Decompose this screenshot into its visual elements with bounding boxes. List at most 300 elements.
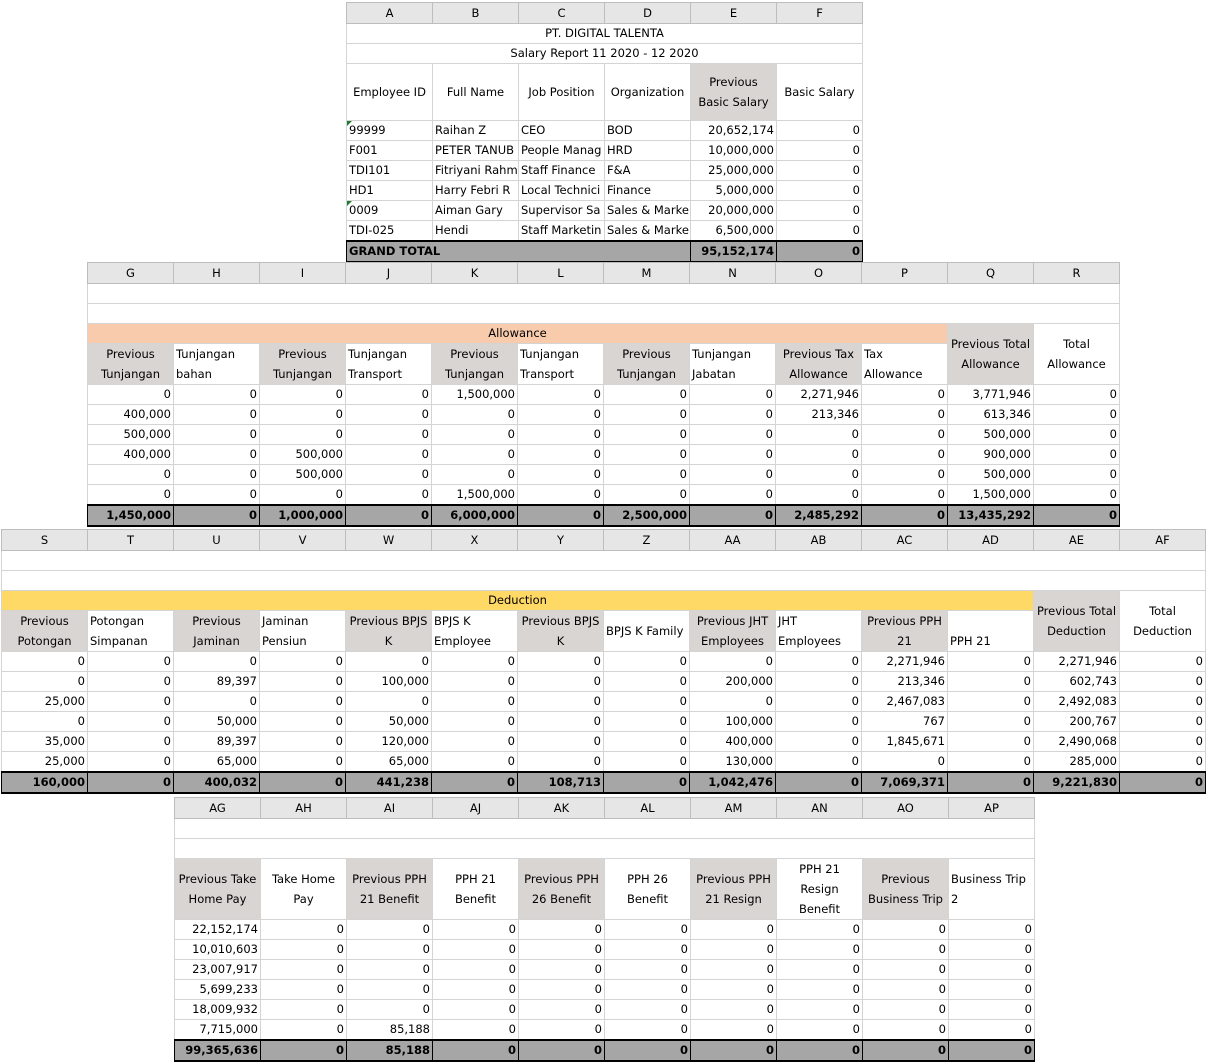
table-cell[interactable]: 1,500,000: [432, 385, 518, 405]
total-cell[interactable]: 0: [88, 772, 174, 793]
total-cell[interactable]: 1,042,476: [690, 772, 776, 793]
table-cell[interactable]: 0: [605, 1020, 691, 1041]
table-cell[interactable]: 0: [519, 940, 605, 960]
table-cell[interactable]: BOD: [605, 121, 691, 141]
total-cell[interactable]: 0: [948, 772, 1034, 793]
column-label[interactable]: Previous PPH 21 Benefit: [347, 859, 433, 920]
table-cell[interactable]: 3,771,946: [948, 385, 1034, 405]
table-cell[interactable]: 0: [88, 465, 174, 485]
table-cell[interactable]: 0: [777, 1020, 863, 1041]
table-cell[interactable]: 0: [949, 960, 1035, 980]
table-cell[interactable]: 0: [518, 652, 604, 672]
total-cell[interactable]: 7,069,371: [862, 772, 948, 793]
table-cell[interactable]: 0: [346, 485, 432, 506]
column-header[interactable]: AK: [519, 798, 605, 819]
table-cell[interactable]: 120,000: [346, 732, 432, 752]
table-cell[interactable]: F001: [347, 141, 433, 161]
table-cell[interactable]: 6,500,000: [691, 221, 777, 242]
table-cell[interactable]: 35,000: [2, 732, 88, 752]
table-cell[interactable]: 0: [690, 385, 776, 405]
column-header[interactable]: S: [2, 530, 88, 551]
table-cell[interactable]: 0: [433, 940, 519, 960]
column-label[interactable]: Previous PPH 26 Benefit: [519, 859, 605, 920]
column-header[interactable]: AH: [261, 798, 347, 819]
table-cell[interactable]: 0: [776, 672, 862, 692]
column-label[interactable]: Business Trip 2: [949, 859, 1035, 920]
column-header[interactable]: AE: [1034, 530, 1120, 551]
total-cell[interactable]: 2,500,000: [604, 505, 690, 526]
table-cell[interactable]: 0: [260, 712, 346, 732]
column-header[interactable]: AA: [690, 530, 776, 551]
column-header[interactable]: M: [604, 263, 690, 284]
table-cell[interactable]: 0: [948, 672, 1034, 692]
total-cell[interactable]: 0: [776, 772, 862, 793]
column-header[interactable]: G: [88, 263, 174, 284]
column-header[interactable]: N: [690, 263, 776, 284]
table-cell[interactable]: 2,490,068: [1034, 732, 1120, 752]
table-cell[interactable]: 0: [88, 732, 174, 752]
table-cell[interactable]: Hendi: [433, 221, 519, 242]
table-cell[interactable]: 0: [347, 1000, 433, 1020]
total-cell[interactable]: 0: [518, 505, 604, 526]
total-cell[interactable]: 1,450,000: [88, 505, 174, 526]
table-cell[interactable]: Staff Finance: [519, 161, 605, 181]
table-cell[interactable]: 0: [776, 732, 862, 752]
table-cell[interactable]: 0: [691, 1020, 777, 1041]
total-cell[interactable]: 0: [346, 505, 432, 526]
table-cell[interactable]: 5,000,000: [691, 181, 777, 201]
table-cell[interactable]: 2,467,083: [862, 692, 948, 712]
header-organization[interactable]: Organization: [605, 64, 691, 121]
table-cell[interactable]: 0: [260, 385, 346, 405]
header-job-position[interactable]: Job Position: [519, 64, 605, 121]
table-cell[interactable]: 0: [174, 692, 260, 712]
column-header[interactable]: F: [777, 3, 863, 24]
table-cell[interactable]: 0: [519, 920, 605, 940]
table-cell[interactable]: 0: [604, 672, 690, 692]
table-cell[interactable]: 0: [1120, 752, 1206, 773]
table-cell[interactable]: 0: [948, 652, 1034, 672]
column-header[interactable]: AN: [777, 798, 863, 819]
table-cell[interactable]: 0: [432, 652, 518, 672]
total-cell[interactable]: 108,713: [518, 772, 604, 793]
table-cell[interactable]: 0: [862, 485, 948, 506]
report-title-cell[interactable]: Salary Report 11 2020 - 12 2020: [347, 44, 863, 64]
table-cell[interactable]: 0: [261, 1000, 347, 1020]
table-cell[interactable]: 0: [518, 425, 604, 445]
total-cell[interactable]: 0: [690, 505, 776, 526]
table-cell[interactable]: 0: [863, 920, 949, 940]
table-cell[interactable]: 0: [1120, 692, 1206, 712]
column-header[interactable]: P: [862, 263, 948, 284]
total-cell[interactable]: 0: [862, 505, 948, 526]
table-cell[interactable]: 25,000,000: [691, 161, 777, 181]
table-cell[interactable]: 0: [776, 425, 862, 445]
table-cell[interactable]: 0: [1034, 425, 1120, 445]
table-cell[interactable]: 0: [776, 445, 862, 465]
column-label[interactable]: Previous Jaminan: [174, 611, 260, 652]
table-cell[interactable]: 2,271,946: [1034, 652, 1120, 672]
column-label[interactable]: Tunjangan bahan: [174, 344, 260, 385]
table-cell[interactable]: 0: [605, 940, 691, 960]
table-cell[interactable]: PETER TANUB: [433, 141, 519, 161]
grand-total-label[interactable]: GRAND TOTAL: [347, 241, 691, 262]
table-cell[interactable]: 50,000: [174, 712, 260, 732]
column-header[interactable]: O: [776, 263, 862, 284]
table-cell[interactable]: 200,767: [1034, 712, 1120, 732]
table-cell[interactable]: 0: [948, 692, 1034, 712]
table-cell[interactable]: 0: [260, 752, 346, 773]
table-cell[interactable]: 0: [433, 920, 519, 940]
table-cell[interactable]: 0: [1034, 385, 1120, 405]
column-header[interactable]: Y: [518, 530, 604, 551]
table-cell[interactable]: 0: [776, 752, 862, 773]
column-header[interactable]: H: [174, 263, 260, 284]
table-cell[interactable]: 0: [518, 732, 604, 752]
table-cell[interactable]: 0: [604, 752, 690, 773]
table-cell[interactable]: TDI-025: [347, 221, 433, 242]
column-label[interactable]: Potongan Simpanan: [88, 611, 174, 652]
table-cell[interactable]: 285,000: [1034, 752, 1120, 773]
table-cell[interactable]: 0: [261, 1020, 347, 1041]
table-cell[interactable]: 0: [2, 712, 88, 732]
table-cell[interactable]: 0: [948, 752, 1034, 773]
table-cell[interactable]: 0: [432, 732, 518, 752]
total-cell[interactable]: 0: [432, 772, 518, 793]
column-header[interactable]: AM: [691, 798, 777, 819]
table-cell[interactable]: 0: [260, 732, 346, 752]
table-cell[interactable]: 0: [690, 485, 776, 506]
column-header[interactable]: L: [518, 263, 604, 284]
table-cell[interactable]: 0: [949, 1020, 1035, 1041]
table-cell[interactable]: 0: [1034, 485, 1120, 506]
table-cell[interactable]: 0: [174, 485, 260, 506]
column-label[interactable]: Tunjangan Jabatan: [690, 344, 776, 385]
table-cell[interactable]: 0: [604, 692, 690, 712]
table-cell[interactable]: 100,000: [346, 672, 432, 692]
table-cell[interactable]: 0: [518, 385, 604, 405]
table-cell[interactable]: 0: [432, 445, 518, 465]
table-cell[interactable]: 0: [604, 732, 690, 752]
table-cell[interactable]: 0: [88, 652, 174, 672]
table-cell[interactable]: 0: [432, 752, 518, 773]
table-cell[interactable]: 0: [777, 960, 863, 980]
column-header[interactable]: AB: [776, 530, 862, 551]
table-cell[interactable]: 0: [174, 385, 260, 405]
table-cell[interactable]: 0: [433, 980, 519, 1000]
column-label[interactable]: Previous BPJS K: [518, 611, 604, 652]
table-cell[interactable]: 0: [777, 1000, 863, 1020]
column-header[interactable]: AO: [863, 798, 949, 819]
total-cell[interactable]: 85,188: [347, 1040, 433, 1061]
column-header[interactable]: J: [346, 263, 432, 284]
table-cell[interactable]: 89,397: [174, 672, 260, 692]
table-cell[interactable]: 0: [260, 692, 346, 712]
table-cell[interactable]: 767: [862, 712, 948, 732]
column-label[interactable]: PPH 21: [948, 611, 1034, 652]
column-header[interactable]: AG: [175, 798, 261, 819]
table-cell[interactable]: 0: [261, 980, 347, 1000]
table-cell[interactable]: 0: [777, 940, 863, 960]
header-full-name[interactable]: Full Name: [433, 64, 519, 121]
table-cell[interactable]: 100,000: [690, 712, 776, 732]
table-cell[interactable]: 0: [433, 1020, 519, 1041]
table-cell[interactable]: 0: [777, 141, 863, 161]
table-cell[interactable]: Sales & Marke: [605, 221, 691, 242]
table-cell[interactable]: 400,000: [88, 405, 174, 425]
total-cell[interactable]: 9,221,830: [1034, 772, 1120, 793]
table-cell[interactable]: Aiman Gary: [433, 201, 519, 221]
table-cell[interactable]: 0: [605, 1000, 691, 1020]
column-label[interactable]: Previous Tunjangan: [432, 344, 518, 385]
table-cell[interactable]: 0: [691, 920, 777, 940]
column-label[interactable]: Tax Allowance: [862, 344, 948, 385]
column-header[interactable]: AL: [605, 798, 691, 819]
table-cell[interactable]: 0: [518, 485, 604, 506]
column-label[interactable]: Previous Business Trip: [863, 859, 949, 920]
table-cell[interactable]: 0: [863, 1020, 949, 1041]
total-cell[interactable]: 1,000,000: [260, 505, 346, 526]
table-cell[interactable]: 0: [519, 1020, 605, 1041]
table-cell[interactable]: 2,271,946: [776, 385, 862, 405]
table-cell[interactable]: 0: [261, 920, 347, 940]
table-cell[interactable]: 613,346: [948, 405, 1034, 425]
table-cell[interactable]: 85,188: [347, 1020, 433, 1041]
empty-row[interactable]: [2, 571, 1206, 591]
column-header[interactable]: AF: [1120, 530, 1206, 551]
table-cell[interactable]: 0: [1034, 465, 1120, 485]
table-cell[interactable]: 0: [691, 960, 777, 980]
table-cell[interactable]: 0: [174, 405, 260, 425]
allowance-band[interactable]: Allowance: [88, 324, 948, 344]
table-cell[interactable]: 0: [776, 465, 862, 485]
table-cell[interactable]: 0: [863, 940, 949, 960]
table-cell[interactable]: 0: [604, 445, 690, 465]
table-cell[interactable]: 0: [433, 960, 519, 980]
column-label[interactable]: BPJS K Employee: [432, 611, 518, 652]
table-cell[interactable]: 0: [948, 732, 1034, 752]
table-cell[interactable]: 500,000: [88, 425, 174, 445]
total-cell[interactable]: 0: [863, 1040, 949, 1061]
table-cell[interactable]: 500,000: [260, 445, 346, 465]
total-cell[interactable]: 0: [949, 1040, 1035, 1061]
table-cell[interactable]: Finance: [605, 181, 691, 201]
table-cell[interactable]: 20,652,174: [691, 121, 777, 141]
empty-row[interactable]: [88, 284, 1120, 304]
total-cell[interactable]: 2,485,292: [776, 505, 862, 526]
table-cell[interactable]: 0: [604, 425, 690, 445]
column-label[interactable]: Previous JHT Employees: [690, 611, 776, 652]
table-cell[interactable]: 130,000: [690, 752, 776, 773]
table-cell[interactable]: 0: [88, 485, 174, 506]
column-header[interactable]: AC: [862, 530, 948, 551]
column-label[interactable]: BPJS K Family: [604, 611, 690, 652]
table-cell[interactable]: 0: [518, 712, 604, 732]
column-header[interactable]: B: [433, 3, 519, 24]
column-label[interactable]: Previous Potongan: [2, 611, 88, 652]
total-cell[interactable]: 0: [1034, 505, 1120, 526]
table-cell[interactable]: 20,000,000: [691, 201, 777, 221]
table-cell[interactable]: 0: [88, 692, 174, 712]
table-cell[interactable]: 0: [518, 405, 604, 425]
header-previous-total-allowance[interactable]: Previous Total Allowance: [948, 324, 1034, 385]
table-cell[interactable]: HD1: [347, 181, 433, 201]
total-cell[interactable]: 0: [519, 1040, 605, 1061]
table-cell[interactable]: 0: [519, 1000, 605, 1020]
total-cell[interactable]: 0: [691, 1040, 777, 1061]
table-cell[interactable]: 213,346: [862, 672, 948, 692]
header-total-deduction[interactable]: Total Deduction: [1120, 591, 1206, 652]
table-cell[interactable]: 0: [1120, 712, 1206, 732]
column-header[interactable]: K: [432, 263, 518, 284]
total-cell[interactable]: 0: [605, 1040, 691, 1061]
column-header[interactable]: I: [260, 263, 346, 284]
header-employee-id[interactable]: Employee ID: [347, 64, 433, 121]
table-cell[interactable]: 0: [604, 405, 690, 425]
table-cell[interactable]: 5,699,233: [175, 980, 261, 1000]
table-cell[interactable]: 0: [690, 652, 776, 672]
table-cell[interactable]: 0: [1120, 732, 1206, 752]
total-cell[interactable]: 0: [1120, 772, 1206, 793]
table-cell[interactable]: Supervisor Sa: [519, 201, 605, 221]
table-cell[interactable]: HRD: [605, 141, 691, 161]
table-cell[interactable]: 0: [691, 1000, 777, 1020]
table-cell[interactable]: 0: [605, 980, 691, 1000]
table-cell[interactable]: 0: [346, 445, 432, 465]
table-cell[interactable]: 0: [432, 692, 518, 712]
table-cell[interactable]: TDI101: [347, 161, 433, 181]
table-cell[interactable]: 0: [2, 652, 88, 672]
table-cell[interactable]: 0: [1120, 652, 1206, 672]
table-cell[interactable]: 0: [690, 425, 776, 445]
total-cell[interactable]: 400,032: [174, 772, 260, 793]
column-header[interactable]: X: [432, 530, 518, 551]
table-cell[interactable]: 0: [863, 960, 949, 980]
table-cell[interactable]: 0: [862, 445, 948, 465]
table-cell[interactable]: 0: [518, 465, 604, 485]
table-cell[interactable]: 0: [690, 692, 776, 712]
company-name-cell[interactable]: PT. DIGITAL TALENTA: [347, 24, 863, 44]
total-cell[interactable]: 0: [260, 772, 346, 793]
table-cell[interactable]: 0: [347, 960, 433, 980]
column-label[interactable]: Previous PPH 21: [862, 611, 948, 652]
header-previous-basic-salary[interactable]: Previous Basic Salary: [691, 64, 777, 121]
table-cell[interactable]: 0: [519, 980, 605, 1000]
table-cell[interactable]: 0009: [347, 201, 433, 221]
column-label[interactable]: Tunjangan Transport: [346, 344, 432, 385]
table-cell[interactable]: 0: [88, 712, 174, 732]
table-cell[interactable]: 0: [949, 920, 1035, 940]
total-cell[interactable]: 441,238: [346, 772, 432, 793]
column-header[interactable]: D: [605, 3, 691, 24]
table-cell[interactable]: 0: [260, 672, 346, 692]
table-cell[interactable]: 0: [174, 465, 260, 485]
column-label[interactable]: Take Home Pay: [261, 859, 347, 920]
table-cell[interactable]: 213,346: [776, 405, 862, 425]
column-header[interactable]: T: [88, 530, 174, 551]
table-cell[interactable]: 0: [777, 920, 863, 940]
table-cell[interactable]: 0: [862, 425, 948, 445]
table-cell[interactable]: 0: [261, 940, 347, 960]
column-label[interactable]: PPH 21 Benefit: [433, 859, 519, 920]
empty-row[interactable]: [88, 304, 1120, 324]
column-label[interactable]: Previous BPJS K: [346, 611, 432, 652]
table-cell[interactable]: Raihan Z: [433, 121, 519, 141]
table-cell[interactable]: 0: [432, 712, 518, 732]
total-cell[interactable]: 0: [433, 1040, 519, 1061]
table-cell[interactable]: 0: [605, 920, 691, 940]
empty-row[interactable]: [175, 819, 1035, 839]
table-cell[interactable]: 0: [174, 445, 260, 465]
table-cell[interactable]: 0: [777, 221, 863, 242]
column-label[interactable]: Tunjangan Transport: [518, 344, 604, 385]
table-cell[interactable]: 0: [1034, 405, 1120, 425]
column-header[interactable]: C: [519, 3, 605, 24]
table-cell[interactable]: 0: [347, 980, 433, 1000]
column-header[interactable]: R: [1034, 263, 1120, 284]
table-cell[interactable]: 0: [518, 445, 604, 465]
table-cell[interactable]: 99999: [347, 121, 433, 141]
column-label[interactable]: PPH 26 Benefit: [605, 859, 691, 920]
table-cell[interactable]: 1,845,671: [862, 732, 948, 752]
total-cell[interactable]: 0: [174, 505, 260, 526]
table-cell[interactable]: Fitriyani Rahm: [433, 161, 519, 181]
table-cell[interactable]: 0: [862, 465, 948, 485]
table-cell[interactable]: 0: [518, 752, 604, 773]
column-header[interactable]: W: [346, 530, 432, 551]
table-cell[interactable]: 0: [432, 465, 518, 485]
table-cell[interactable]: 0: [777, 181, 863, 201]
table-cell[interactable]: 0: [518, 692, 604, 712]
column-label[interactable]: JHT Employees: [776, 611, 862, 652]
table-cell[interactable]: 0: [519, 960, 605, 980]
table-cell[interactable]: 23,007,917: [175, 960, 261, 980]
total-cell[interactable]: 0: [777, 241, 863, 262]
total-cell[interactable]: 99,365,636: [175, 1040, 261, 1061]
total-cell[interactable]: 0: [777, 1040, 863, 1061]
table-cell[interactable]: 0: [261, 960, 347, 980]
column-label[interactable]: PPH 21 Resign Benefit: [777, 859, 863, 920]
table-cell[interactable]: 0: [691, 980, 777, 1000]
table-cell[interactable]: 0: [863, 980, 949, 1000]
table-cell[interactable]: 0: [432, 672, 518, 692]
table-cell[interactable]: 2,271,946: [862, 652, 948, 672]
table-cell[interactable]: 0: [432, 425, 518, 445]
table-cell[interactable]: 0: [346, 692, 432, 712]
column-header[interactable]: AI: [347, 798, 433, 819]
table-cell[interactable]: Staff Marketin: [519, 221, 605, 242]
table-cell[interactable]: 0: [604, 712, 690, 732]
table-cell[interactable]: 0: [260, 485, 346, 506]
table-cell[interactable]: 0: [346, 425, 432, 445]
table-cell[interactable]: 25,000: [2, 692, 88, 712]
table-cell[interactable]: 0: [605, 960, 691, 980]
table-cell[interactable]: CEO: [519, 121, 605, 141]
table-cell[interactable]: 0: [174, 652, 260, 672]
column-label[interactable]: Previous Take Home Pay: [175, 859, 261, 920]
table-cell[interactable]: 0: [862, 752, 948, 773]
table-cell[interactable]: 10,010,603: [175, 940, 261, 960]
table-cell[interactable]: 0: [604, 385, 690, 405]
table-cell[interactable]: 0: [776, 712, 862, 732]
table-cell[interactable]: 0: [1034, 445, 1120, 465]
table-cell[interactable]: 400,000: [690, 732, 776, 752]
table-cell[interactable]: 0: [518, 672, 604, 692]
empty-row[interactable]: [175, 839, 1035, 859]
table-cell[interactable]: 500,000: [948, 465, 1034, 485]
total-cell[interactable]: 95,152,174: [691, 241, 777, 262]
table-cell[interactable]: 0: [948, 712, 1034, 732]
